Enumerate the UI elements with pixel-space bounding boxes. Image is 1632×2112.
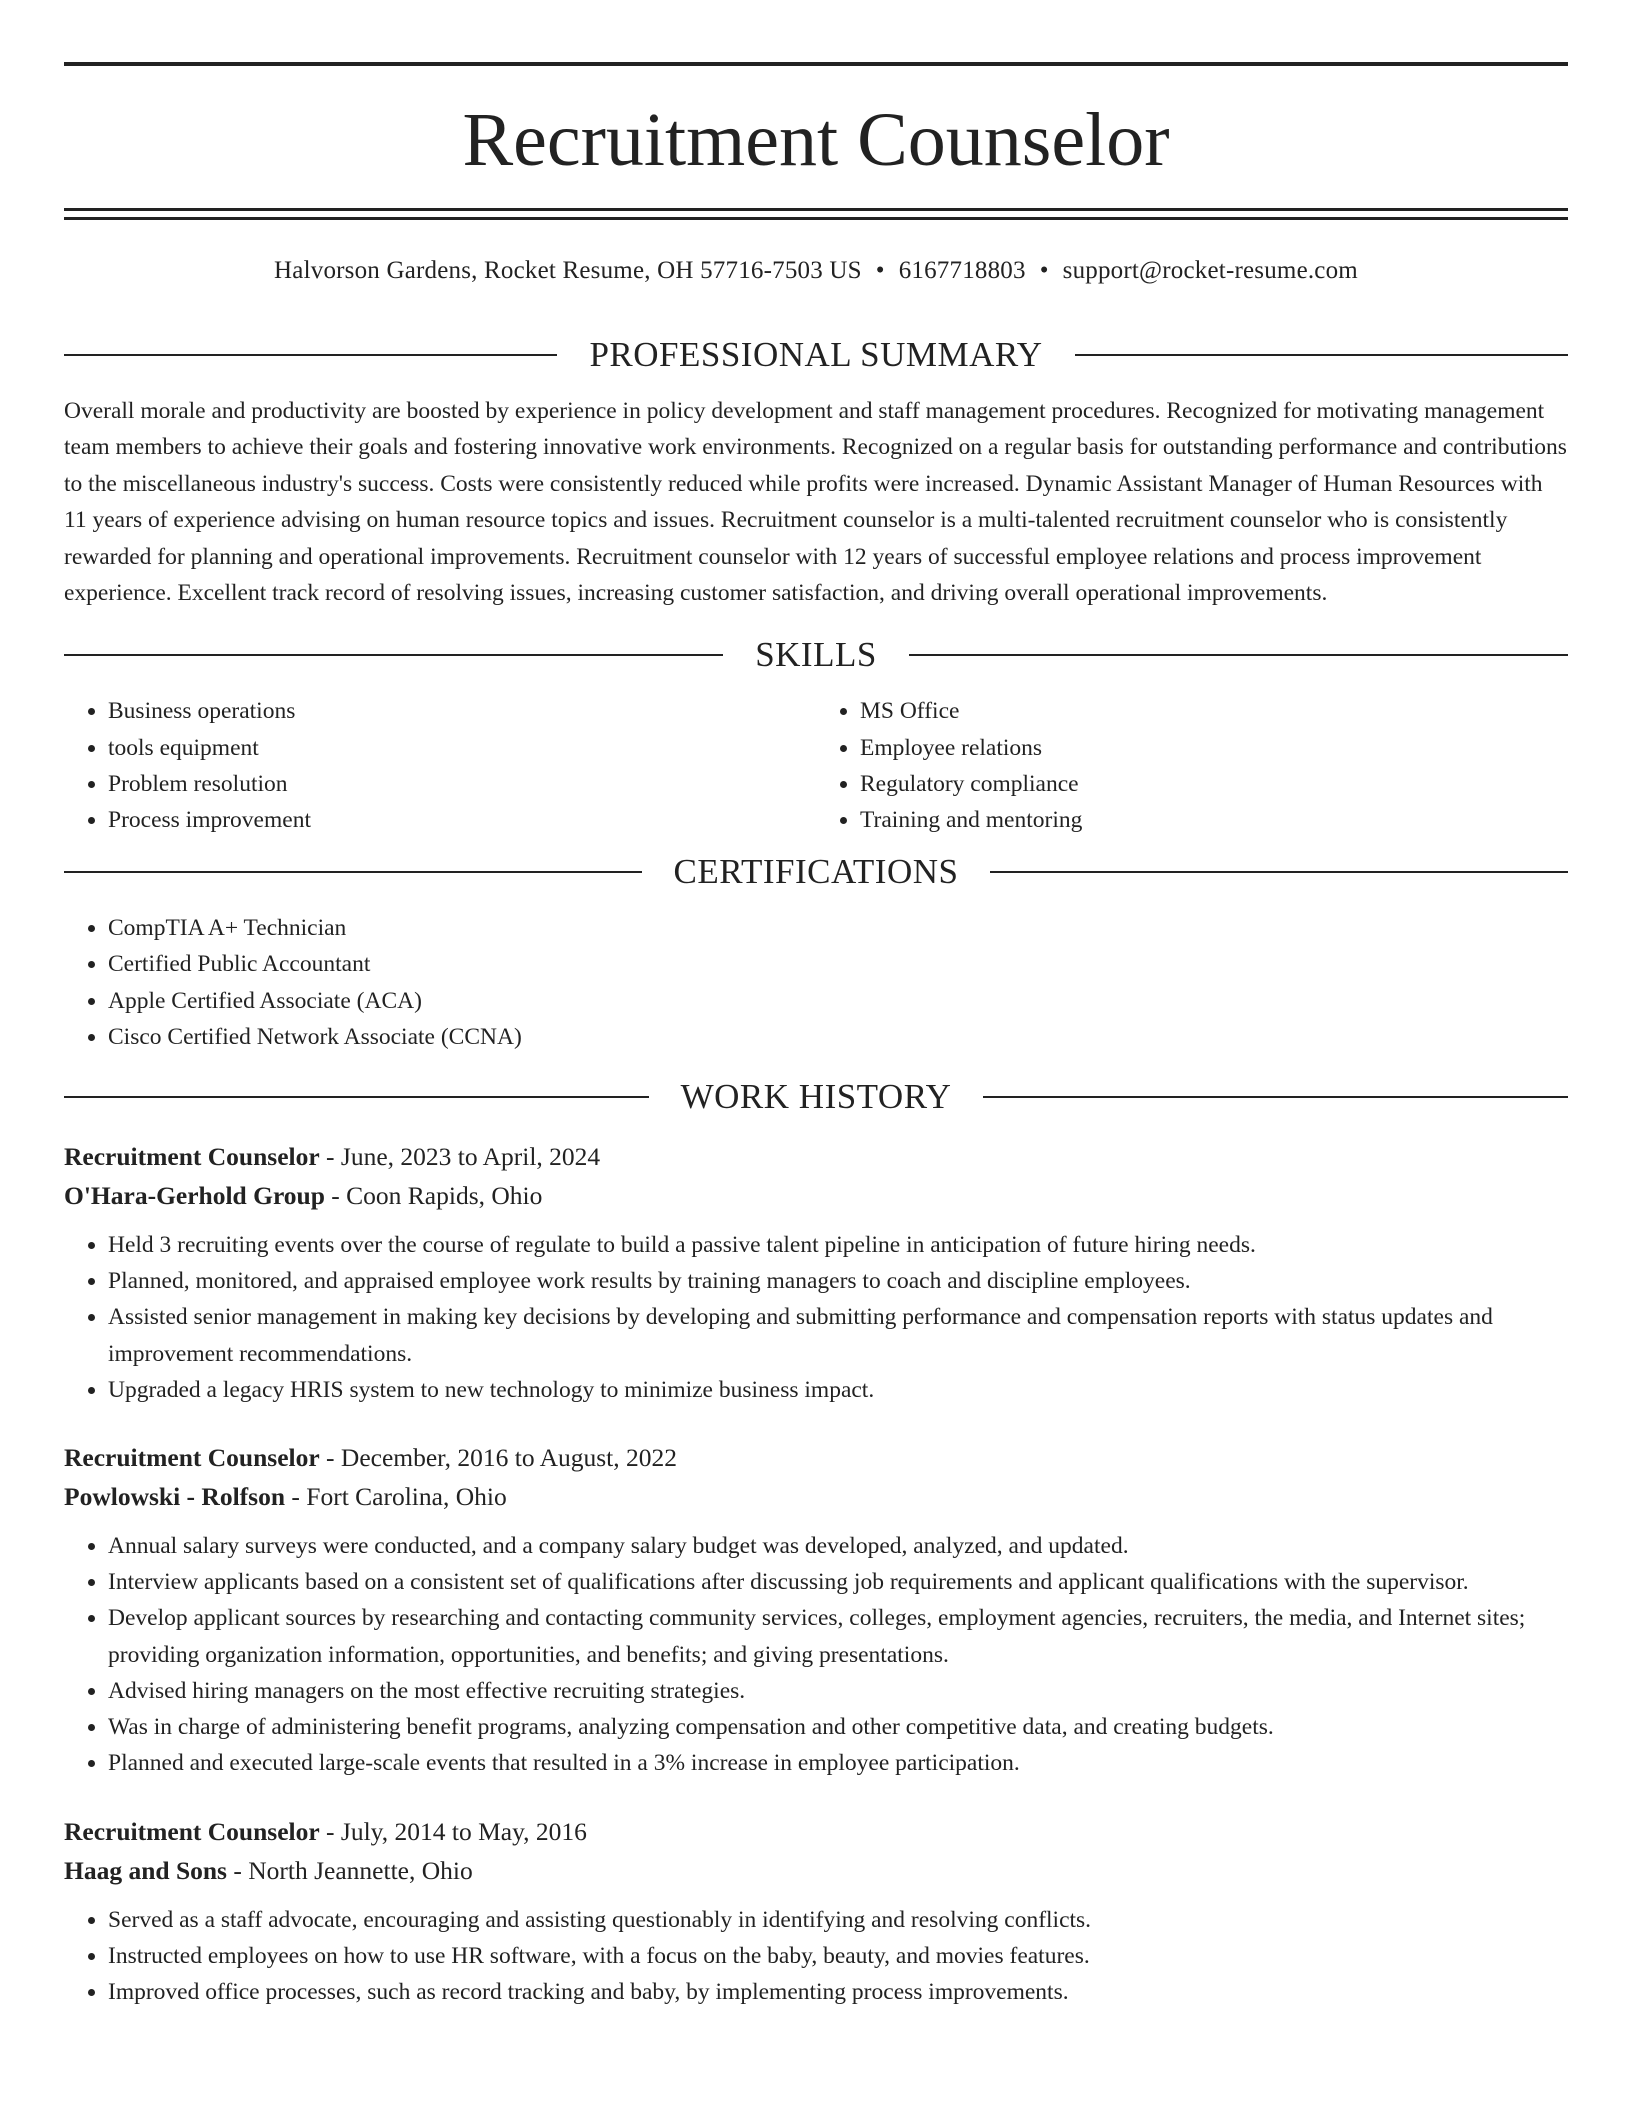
job-bullet: • Upgraded a legacy HRIS system to new technology to minimize business impact. (108, 1372, 1568, 1408)
job-company: Haag and Sons (64, 1855, 227, 1885)
job-bullet: • Instructed employees on how to use HR software, with a focus on the baby, beauty, and movies features. (108, 1938, 1568, 1974)
skills-title: SKILLS (755, 635, 877, 675)
skill-item: • Problem resolution (108, 766, 816, 802)
name-double-rule (64, 208, 1568, 220)
contact-separator: • (1039, 257, 1049, 284)
skill-item: • Training and mentoring (860, 802, 1568, 838)
skills-list (64, 685, 1568, 838)
job-title-line (64, 1438, 1568, 1477)
resume-content (64, 325, 1568, 2010)
job-entry (64, 1782, 1568, 2011)
heading-rule (1075, 354, 1568, 356)
job-entry (64, 1127, 1568, 1408)
job-bullet: • Assisted senior management in making key decisions by developing and submitting performance and compensation reports with status updates and improvement recommendations. (108, 1299, 1568, 1371)
job-bullet: • Develop applicant sources by researching and contacting community services, colleges, employment agencies, recruiters, the media, and Internet sites; providing organization information, opportunities, and benefits; and giving presentations. (108, 1600, 1568, 1672)
heading-rule (64, 354, 557, 356)
job-dates: - December, 2016 to August, 2022 (326, 1443, 678, 1473)
work-history-heading (64, 1067, 1568, 1127)
job-bullet: • Improved office processes, such as record tracking and baby, by implementing process improvements. (108, 1974, 1568, 2010)
job-bullets (64, 1902, 1568, 2011)
heading-rule (64, 1096, 649, 1098)
skill-item: • Business operations (108, 693, 816, 729)
job-location: - North Jeannette, Ohio (233, 1855, 473, 1885)
job-title: Recruitment Counselor (64, 1142, 320, 1172)
job-bullet: • Annual salary surveys were conducted, and a company salary budget was developed, analyzed, and updated. (108, 1528, 1568, 1564)
certification-item: • Apple Certified Associate (ACA) (108, 983, 1568, 1019)
job-bullets (64, 1227, 1568, 1408)
certification-item: • CompTIA A+ Technician (108, 910, 1568, 946)
summary-heading (64, 325, 1568, 385)
job-bullet: • Advised hiring managers on the most effective recruiting strategies. (108, 1673, 1568, 1709)
certifications-heading (64, 842, 1568, 902)
contact-phone: 6167718803 (898, 257, 1026, 284)
job-location: - Coon Rapids, Ohio (331, 1181, 543, 1211)
skill-item: • Employee relations (860, 730, 1568, 766)
heading-rule (990, 871, 1568, 873)
contact-line (64, 253, 1568, 289)
certifications-list (64, 902, 1568, 1055)
skills-column-right (816, 693, 1568, 838)
job-bullet: • Interview applicants based on a consistent set of qualifications after discussing job requirements and applicant qualifications with the supervisor. (108, 1564, 1568, 1600)
skill-item: • MS Office (860, 693, 1568, 729)
job-location: - Fort Carolina, Ohio (291, 1482, 507, 1512)
contact-separator: • (875, 257, 885, 284)
summary-text: Overall morale and productivity are boosted by experience in policy development and staff management procedures. Recognized for motivating management team members to achieve their goals and fostering innovative work environments. Recognized on a regular basis for outstanding performance and contributions to the miscellaneous industry's success. Costs were consistently reduced while profits were increased. Dynamic Assistant Manager of Human Resources with 11 years of experience advising on human resource topics and issues. Recruitment counselor is a multi-talented recruitment counselor who is consistently rewarded for planning and operational improvements. Recruitment counselor with 12 years of successful employee relations and process improvement experience. Excellent track record of resolving issues, increasing customer satisfaction, and driving overall operational improvements. (64, 398, 1567, 607)
job-title-line (64, 1137, 1568, 1176)
job-title: Recruitment Counselor (64, 1816, 320, 1846)
skill-item: • tools equipment (108, 730, 816, 766)
job-company-line (64, 1176, 1568, 1215)
heading-rule (64, 871, 642, 873)
job-dates: - July, 2014 to May, 2016 (326, 1816, 587, 1846)
certifications-title: CERTIFICATIONS (673, 852, 959, 892)
skills-column-left (64, 693, 816, 838)
skills-heading (64, 625, 1568, 685)
job-bullet: • Planned, monitored, and appraised employee work results by training managers to coach and discipline employees. (108, 1263, 1568, 1299)
job-bullets (64, 1528, 1568, 1781)
contact-address: Halvorson Gardens, Rocket Resume, OH 57716-7503 US (274, 257, 862, 284)
job-bullet: • Planned and executed large-scale events that resulted in a 3% increase in employee participation. (108, 1745, 1568, 1781)
job-company: O'Hara-Gerhold Group (64, 1181, 325, 1211)
skill-item: • Regulatory compliance (860, 766, 1568, 802)
job-entry (64, 1408, 1568, 1781)
work-history-title: WORK HISTORY (680, 1077, 952, 1117)
certification-item: • Certified Public Accountant (108, 946, 1568, 982)
contact-email: support@rocket-resume.com (1062, 257, 1358, 284)
certifications-bullets (64, 910, 1568, 1055)
job-dates: - June, 2023 to April, 2024 (326, 1142, 601, 1172)
certification-item: • Cisco Certified Network Associate (CCNA) (108, 1019, 1568, 1055)
heading-rule (64, 654, 723, 656)
job-company-line (64, 1477, 1568, 1516)
job-bullet: • Was in charge of administering benefit programs, analyzing compensation and other competitive data, and creating budgets. (108, 1709, 1568, 1745)
summary-title: PROFESSIONAL SUMMARY (589, 335, 1043, 374)
job-company-line (64, 1851, 1568, 1890)
job-bullet: • Served as a staff advocate, encouraging and assisting questionably in identifying and resolving conflicts. (108, 1902, 1568, 1938)
job-title: Recruitment Counselor (64, 1443, 320, 1473)
heading-rule (983, 1096, 1568, 1098)
heading-rule (909, 654, 1568, 656)
job-bullet: • Held 3 recruiting events over the course of regulate to build a passive talent pipeline in anticipation of future hiring needs. (108, 1227, 1568, 1263)
job-title-line (64, 1812, 1568, 1851)
job-company: Powlowski - Rolfson (64, 1482, 286, 1512)
resume-name: Recruitment Counselor (462, 98, 1170, 182)
skill-item: • Process improvement (108, 802, 816, 838)
top-rule (64, 62, 1568, 66)
